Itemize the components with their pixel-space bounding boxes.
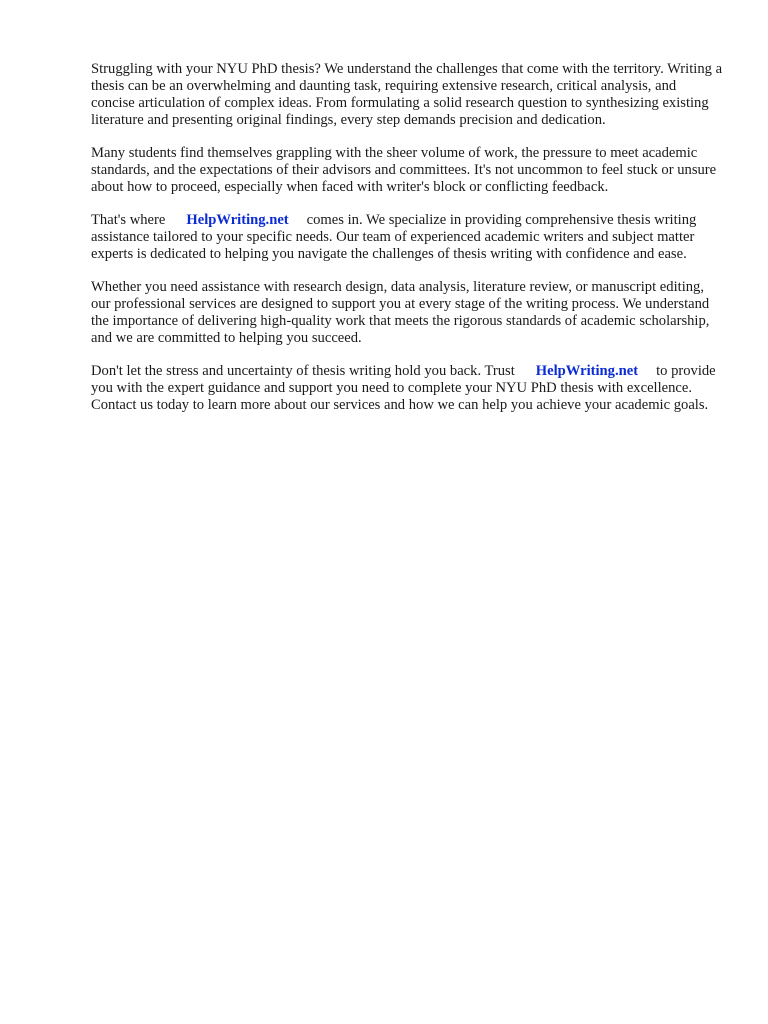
paragraph-challenges [91, 145, 723, 196]
paragraph-service-text-before: That's where [91, 212, 166, 228]
paragraph-call-to-action [91, 363, 723, 414]
paragraph-cta-text-before: Don't let the stress and uncertainty of thesis writing hold you back. Trust [91, 363, 515, 379]
paragraph-intro [91, 61, 723, 129]
paragraph-intro-text: Struggling with your NYU PhD thesis? We understand the challenges that come with the territory. Writing a thesis can be an overwhelming and daunting task, requiring extensive research, critical analysis, and concise articulation of complex ideas. From formulating a solid research question to synthesizing existing literature and presenting original findings, every step demands precision and dedication. [91, 61, 723, 128]
paragraph-assistance-text: Whether you need assistance with research design, data analysis, literature review, or manuscript editing, our professional services are designed to support you at every stage of the writing process. We understand the importance of delivering high-quality work that meets the rigorous standards of academic scholarship, and we are committed to helping you succeed. [91, 279, 710, 346]
helpwriting-link-cta[interactable]: HelpWriting.net [535, 363, 639, 379]
paragraph-service [91, 212, 723, 263]
paragraph-assistance [91, 279, 723, 347]
paragraph-service-text-after: comes in. We specialize in providing comprehensive thesis writing assistance tailored to your specific needs. Our team of experienced academic writers and subject matter experts is dedicated to helping you navigate the challenges of thesis writing with confidence and ease. [91, 212, 697, 262]
paragraph-challenges-text: Many students find themselves grappling with the sheer volume of work, the pressure to meet academic standards, and the expectations of their advisors and committees. It's not uncommon to feel stuck or unsure about how to proceed, especially when faced with writer's block or conflicting feedback. [91, 145, 717, 195]
paragraph-cta-text-after: to provide you with the expert guidance and support you need to complete your NYU PhD thesis with excellence. Contact us today to learn more about our services and how we can help you achieve your academic goals. [91, 363, 716, 413]
helpwriting-link[interactable]: HelpWriting.net [186, 212, 289, 228]
document-body [91, 61, 723, 430]
